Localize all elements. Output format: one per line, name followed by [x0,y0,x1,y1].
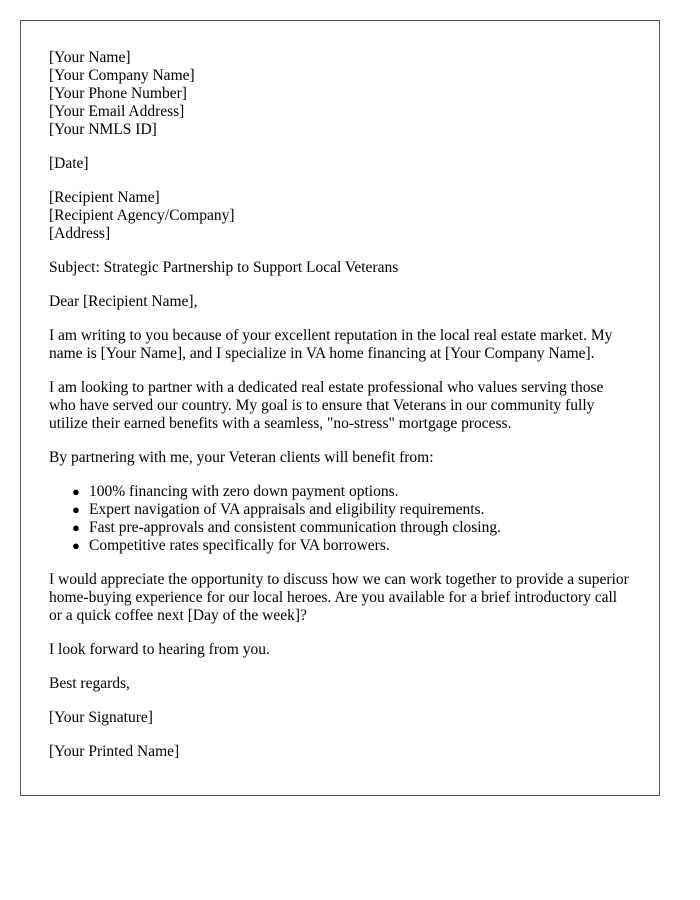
benefits-intro-paragraph: By partnering with me, your Veteran clients will benefit from: [49,449,434,466]
benefit-text: Competitive rates specifically for VA borrowers. [89,537,390,554]
sender-phone: [Your Phone Number] [49,85,187,102]
recipient-name: [Recipient Name] [49,189,160,206]
signature-placeholder: [Your Signature] [49,709,153,726]
list-item [72,501,631,519]
subject-line: Subject: Strategic Partnership to Support Local Veterans [49,259,399,276]
date-line: [Date] [49,155,89,172]
printed-name: [Your Printed Name] [49,743,180,760]
salutation: Dear [Recipient Name], [49,293,198,310]
sender-name: [Your Name] [49,49,131,66]
bullet-icon: ● [72,538,80,553]
bullet-icon: ● [72,484,80,499]
bullet-icon: ● [72,502,80,517]
letter-page [20,20,660,796]
look-forward-paragraph: I look forward to hearing from you. [49,641,270,658]
recipient-block [49,189,631,243]
sender-nmls: [Your NMLS ID] [49,121,157,138]
intro-paragraph: I am writing to you because of your excellent reputation in the local real estate market. My name is [Your Name], and I specialize in VA home financing at [Your Company Name]. [49,327,613,362]
recipient-agency: [Recipient Agency/Company] [49,207,235,224]
sender-company: [Your Company Name] [49,67,195,84]
list-item [72,537,631,555]
sender-email: [Your Email Address] [49,103,185,120]
request-paragraph: I would appreciate the opportunity to discuss how we can work together to provide a superior home-buying experience for our local heroes. Are you available for a brief introductory call or a quick coffee next [Day of the week]? [49,571,629,624]
sender-block [49,49,631,139]
bullet-icon: ● [72,520,80,535]
signoff: Best regards, [49,675,130,692]
goal-paragraph: I am looking to partner with a dedicated real estate professional who values serving those who have served our country. My goal is to ensure that Veterans in our community fully utilize their earned benefits with a seamless, "no-stress" mortgage process. [49,379,604,432]
benefit-text: Expert navigation of VA appraisals and eligibility requirements. [89,501,485,518]
benefit-text: Fast pre-approvals and consistent communication through closing. [89,519,501,536]
benefit-text: 100% financing with zero down payment options. [89,483,399,500]
list-item [72,519,631,537]
list-item [72,483,631,501]
recipient-address: [Address] [49,225,111,242]
benefits-list [49,483,631,555]
